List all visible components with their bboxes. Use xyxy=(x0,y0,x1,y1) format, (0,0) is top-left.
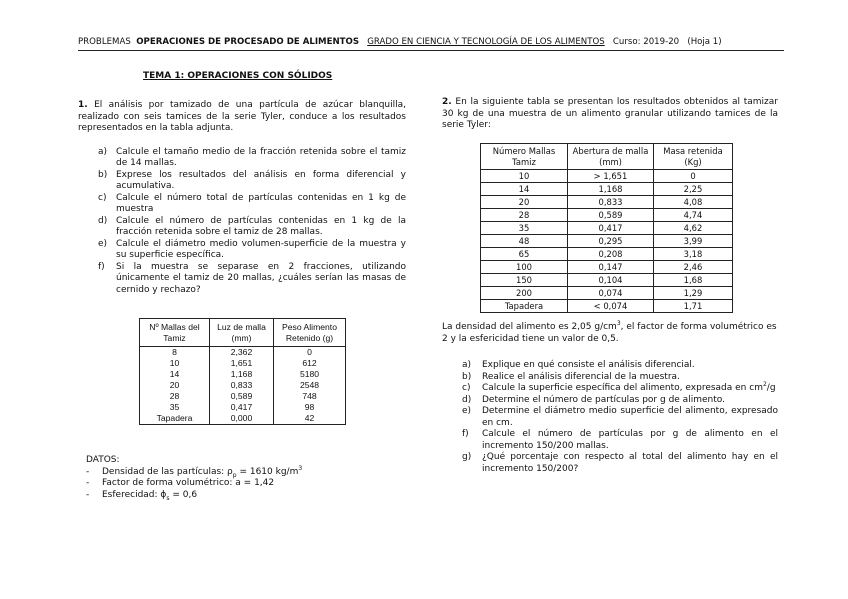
problem-1-questions xyxy=(78,147,406,297)
table-cell: Tapadera xyxy=(140,413,210,425)
table-cell: 2548 xyxy=(274,380,346,391)
question-text: Calcule la superficie específica del alimento, expresada en cm xyxy=(482,383,763,393)
table-cell: 1,168 xyxy=(210,369,274,380)
problem-2 xyxy=(442,97,778,132)
problem-2-questions-wrap xyxy=(442,336,778,475)
question-text: ¿Qué porcentaje con respecto al total del alimento hay en el incremento 150/200? xyxy=(482,452,778,474)
question-item xyxy=(78,147,406,170)
table-row xyxy=(481,274,733,287)
table-row xyxy=(481,248,733,261)
table-cell: 0,589 xyxy=(568,209,654,222)
density-superscript: 3 xyxy=(616,320,621,327)
question-item xyxy=(442,429,778,452)
table-cell: 0,833 xyxy=(568,196,654,209)
data-item xyxy=(86,464,406,479)
table-cell: 0,104 xyxy=(568,274,654,287)
table-row xyxy=(481,209,733,222)
data-subscript: s xyxy=(166,494,170,502)
table-header-row xyxy=(140,319,346,347)
table-cell: 14 xyxy=(481,183,568,196)
question-text: Explique en qué consiste el análisis diferencial. xyxy=(482,360,695,370)
table-cell: 20 xyxy=(481,196,568,209)
question-item xyxy=(78,193,406,216)
table-header-cell: Masa retenida (Kg) xyxy=(654,144,733,170)
table-cell: 1,71 xyxy=(654,300,733,313)
table-cell: 150 xyxy=(481,274,568,287)
table-cell: 35 xyxy=(481,222,568,235)
question-text: Calcule el número total de partículas contenidas en 1 kg de muestra xyxy=(116,192,406,214)
table-cell: 200 xyxy=(481,287,568,300)
table-row xyxy=(140,369,346,380)
question-label: g) xyxy=(462,452,472,462)
table-row xyxy=(481,300,733,313)
table-cell: 1,651 xyxy=(210,358,274,369)
question-label: f) xyxy=(462,429,469,439)
question-text: Determine el diámetro medio superficie del alimento, expresado en cm. xyxy=(482,406,778,428)
table-cell: 0,589 xyxy=(210,391,274,402)
table-cell: 0,417 xyxy=(568,222,654,235)
problem-1-statement xyxy=(78,100,406,135)
table-cell: 4,08 xyxy=(654,196,733,209)
data-dash: - xyxy=(86,478,90,488)
header-degree: GRADO EN CIENCIA Y TECNOLOGÍA DE LOS ALIMENTOS xyxy=(367,37,605,47)
data-item xyxy=(86,490,406,502)
question-text: Determine el número de partículas por g de alimento. xyxy=(482,394,725,405)
table-cell: 100 xyxy=(481,261,568,274)
problem-1 xyxy=(78,100,406,296)
problem-2-statement xyxy=(442,97,778,132)
question-label: f) xyxy=(98,261,105,272)
page-header xyxy=(78,37,784,51)
table-cell: 35 xyxy=(140,402,210,413)
table-cell: 98 xyxy=(274,402,346,413)
table-row xyxy=(481,222,733,235)
table-row xyxy=(140,380,346,391)
question-text: Realice el análisis diferencial de la muestra. xyxy=(482,371,680,382)
table-row xyxy=(481,170,733,183)
table-row xyxy=(140,402,346,413)
table-row xyxy=(481,261,733,274)
question-item xyxy=(78,170,406,193)
question-label: a) xyxy=(462,360,472,370)
question-label: c) xyxy=(462,383,471,393)
table-cell: 4,62 xyxy=(654,222,733,235)
table-header-cell: Luz de malla (mm) xyxy=(210,319,274,347)
question-item xyxy=(78,262,406,297)
data-list xyxy=(86,464,406,502)
density-text-post: , el factor de forma volumétrico es 2 y la esfericidad tiene un valor de 0,5. xyxy=(442,322,777,344)
table-cell: 0,000 xyxy=(210,413,274,425)
table-cell: Tapadera xyxy=(481,300,568,313)
problem-2-questions xyxy=(442,360,778,475)
question-item xyxy=(442,395,778,407)
question-label: e) xyxy=(98,238,108,249)
table-cell: > 1,651 xyxy=(568,170,654,183)
problem-2-number: 2. xyxy=(442,97,452,107)
question-label: b) xyxy=(98,169,108,180)
table-cell: 10 xyxy=(481,170,568,183)
table-header-cell: Peso Alimento Retenido (g) xyxy=(274,319,346,347)
table-cell: 0,417 xyxy=(210,402,274,413)
question-superscript: 2 xyxy=(762,381,767,388)
table-cell: 3,18 xyxy=(654,248,733,261)
data-text: Factor de forma volumétrico: a = 1,42 xyxy=(102,478,275,488)
data-dash: - xyxy=(86,489,90,500)
data-text-post: = 0,6 xyxy=(169,489,198,500)
question-text: Si la muestra se separase en 2 fracciones, utilizando únicamente el tamiz de 20 mallas, ¿cuáles serían las masas de cernido y rechazo? xyxy=(116,261,406,295)
table-cell: 1,168 xyxy=(568,183,654,196)
table-cell: 48 xyxy=(481,235,568,248)
table-row xyxy=(140,413,346,425)
table-header-cell: Número Mallas Tamiz xyxy=(481,144,568,170)
question-label: c) xyxy=(98,192,107,203)
table-cell: 2,25 xyxy=(654,183,733,196)
problem-1-text: El análisis por tamizado de una partícula de azúcar blanquilla, realizado con seis tamices de la serie Tyler, conduce a los resultados representados en la tabla adjunta. xyxy=(78,100,406,133)
question-label: b) xyxy=(462,371,472,382)
table-cell: 14 xyxy=(140,369,210,380)
question-label: d) xyxy=(98,215,108,226)
question-item xyxy=(78,216,406,239)
table-header-cell: Nº Mallas del Tamiz xyxy=(140,319,210,347)
table-row xyxy=(140,358,346,369)
table-cell: 1,29 xyxy=(654,287,733,300)
data-dash: - xyxy=(86,466,90,477)
problem-2-text: En la siguiente tabla se presentan los resultados obtenidos al tamizar 30 kg de una muestra de un alimento granular utilizando tamices de la serie Tyler: xyxy=(442,97,778,130)
question-text-post: /g xyxy=(766,383,776,393)
table-row xyxy=(481,183,733,196)
data-superscript: 3 xyxy=(298,464,303,472)
question-text: Exprese los resultados del análisis en forma diferencial y acumulativa. xyxy=(116,169,406,191)
question-text: Calcule el número de partículas por g de alimento en el incremento 150/200 mallas. xyxy=(482,429,778,451)
data-block xyxy=(86,455,406,501)
question-item xyxy=(442,383,778,395)
table-cell: 1,68 xyxy=(654,274,733,287)
data-subscript: p xyxy=(232,471,237,479)
table-cell: 28 xyxy=(140,391,210,402)
question-text: Calcule el diámetro medio volumen-superficie de la muestra y su superficie específica. xyxy=(116,238,406,260)
table-row xyxy=(481,287,733,300)
data-title: DATOS: xyxy=(86,455,120,465)
question-label: d) xyxy=(462,394,472,405)
table-cell: 0,208 xyxy=(568,248,654,261)
question-item xyxy=(442,406,778,429)
density-text: La densidad del alimento es 2,05 g/cm xyxy=(442,322,617,332)
table-cell: 0 xyxy=(274,347,346,359)
table-row xyxy=(481,235,733,248)
header-problemas: PROBLEMAS xyxy=(78,37,131,47)
problem-1-number: 1. xyxy=(78,100,88,110)
table-cell: < 0,074 xyxy=(568,300,654,313)
table-cell: 8 xyxy=(140,347,210,359)
question-text: Calcule el número de partículas contenidas en 1 kg de la fracción retenida sobre el tamiz de 28 mallas. xyxy=(116,215,406,237)
table-header-row xyxy=(481,144,733,170)
question-item xyxy=(442,452,778,475)
table-cell: 65 xyxy=(481,248,568,261)
table-cell: 42 xyxy=(274,413,346,425)
table-cell: 0,833 xyxy=(210,380,274,391)
question-label: e) xyxy=(462,406,472,416)
data-text-post: = 1610 kg/m xyxy=(236,466,299,477)
table-cell: 0,147 xyxy=(568,261,654,274)
table-cell: 2,46 xyxy=(654,261,733,274)
data-text: Densidad de las partículas: ρ xyxy=(102,466,233,477)
table-cell: 0,295 xyxy=(568,235,654,248)
table-cell: 5180 xyxy=(274,369,346,380)
table-cell: 748 xyxy=(274,391,346,402)
header-hoja: (Hoja 1) xyxy=(687,37,722,47)
sieve-table-1 xyxy=(139,318,346,425)
table-cell: 3,99 xyxy=(654,235,733,248)
table-row xyxy=(140,391,346,402)
question-item xyxy=(78,239,406,262)
question-label: a) xyxy=(98,146,108,157)
table-header-cell: Abertura de malla (mm) xyxy=(568,144,654,170)
table-cell: 2,362 xyxy=(210,347,274,359)
table-cell: 0 xyxy=(654,170,733,183)
table-cell: 28 xyxy=(481,209,568,222)
table-cell: 10 xyxy=(140,358,210,369)
sieve-table-2 xyxy=(480,143,733,313)
question-text: Calcule el tamaño medio de la fracción retenida sobre el tamiz de 14 mallas. xyxy=(116,146,406,168)
data-item xyxy=(86,478,406,490)
table-cell: 0,074 xyxy=(568,287,654,300)
table-row xyxy=(481,196,733,209)
table-cell: 612 xyxy=(274,358,346,369)
question-item xyxy=(442,360,778,372)
question-item xyxy=(442,372,778,384)
table-cell: 20 xyxy=(140,380,210,391)
section-title: TEMA 1: OPERACIONES CON SÓLIDOS xyxy=(143,71,333,81)
header-course-title: OPERACIONES DE PROCESADO DE ALIMENTOS xyxy=(136,37,360,47)
table-cell: 4,74 xyxy=(654,209,733,222)
table-row xyxy=(140,347,346,359)
header-curso: Curso: 2019-20 xyxy=(612,37,680,47)
data-text: Esferecidad: ϕ xyxy=(102,489,167,500)
